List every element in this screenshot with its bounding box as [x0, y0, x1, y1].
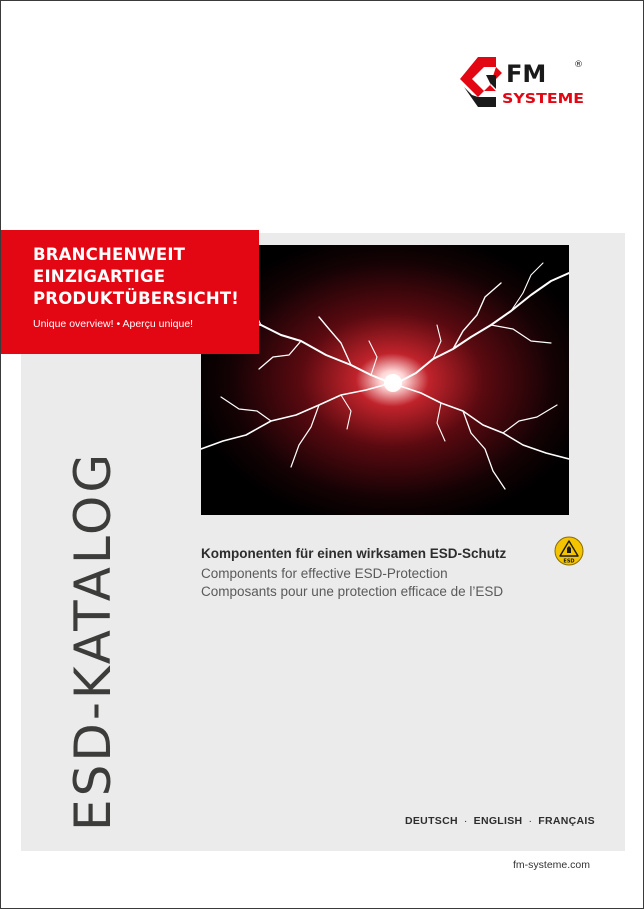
catalog-description [201, 546, 561, 601]
promo-banner-title: BRANCHENWEIT EINZIGARTIGE PRODUKTÜBERSICHT! [33, 245, 240, 308]
catalog-title: ESD-KATALOG [64, 450, 122, 831]
promo-banner-subtitle: Unique overview! • Aperçu unique! [33, 318, 194, 330]
description-english: Components for effective ESD-Protection [201, 566, 448, 581]
esd-warning-icon [554, 536, 584, 566]
language-english: ENGLISH [473, 815, 523, 827]
fm-systeme-logo [456, 53, 586, 109]
logo-systeme-text: SYSTEME [502, 91, 584, 107]
registered-mark: ® [574, 60, 583, 70]
language-french: FRANÇAIS [538, 815, 595, 827]
description-german: Komponenten für einen wirksamen ESD-Schutz [201, 546, 507, 561]
language-german: DEUTSCH [405, 815, 458, 827]
description-french: Composants pour une protection efficace de l’ESD [201, 584, 504, 599]
logo-fm-text: FM [506, 60, 547, 88]
logo-mark-icon [460, 57, 502, 107]
language-list: DEUTSCH · ENGLISH · FRANÇAIS [405, 815, 595, 827]
esd-badge-text: ESD [563, 558, 575, 565]
website-link[interactable]: fm-systeme.com [513, 859, 591, 871]
promo-banner [1, 230, 259, 354]
